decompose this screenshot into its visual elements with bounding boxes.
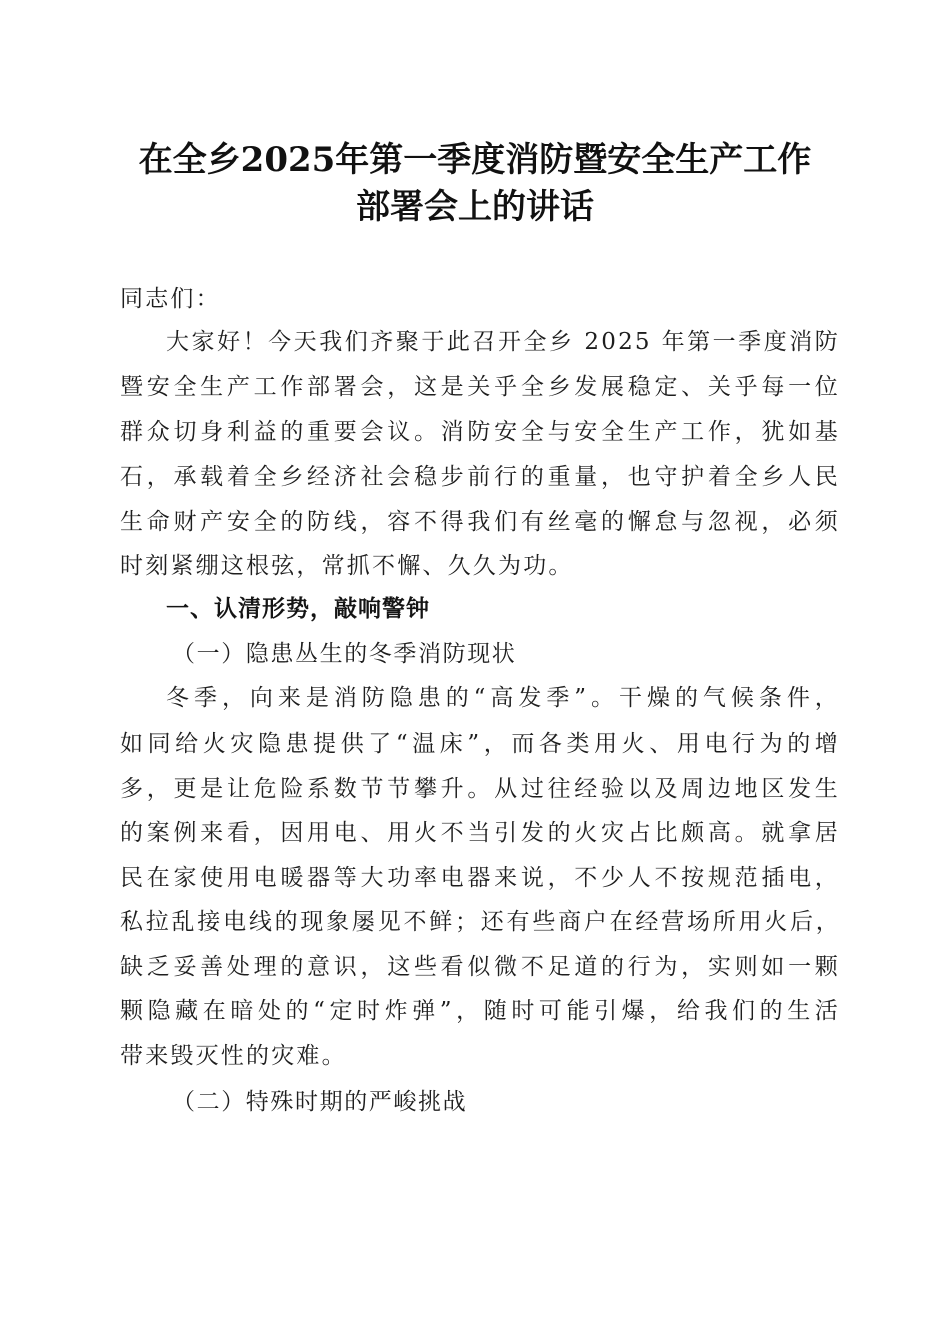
subsection-1-line-8: 颗隐藏在暗处的“定时炸弹”，随时可能引爆，给我们的生活 [120, 998, 840, 1024]
subsection-1-line-3: 多，更是让危险系数节节攀升。从过往经验以及周边地区发生 [120, 776, 840, 802]
subsection-1-line-4: 的案例来看，因用电、用火不当引发的火灾占比颇高。就拿居 [120, 820, 840, 846]
intro-line-4: 石，承载着全乡经济社会稳步前行的重量，也守护着全乡人民 [120, 464, 840, 490]
subsection-1-line-6: 私拉乱接电线的现象屡见不鲜；还有些商户在经营场所用火后， [120, 909, 840, 935]
intro-line-5: 生命财产安全的防线，容不得我们有丝毫的懈怠与忽视，必须 [120, 509, 840, 535]
subsection-2-heading: （二）特殊时期的严峻挑战 [172, 1089, 468, 1115]
subsection-1-line-1: 冬季，向来是消防隐患的“高发季”。干燥的气候条件， [166, 685, 840, 711]
section-1-heading: 一、认清形势，敲响警钟 [166, 596, 430, 622]
intro-line-2: 暨安全生产工作部署会，这是关乎全乡发展稳定、关乎每一位 [120, 374, 840, 400]
subsection-1-line-2: 如同给火灾隐患提供了“温床”，而各类用火、用电行为的增 [120, 731, 840, 757]
intro-line-6: 时刻紧绷这根弦，常抓不懈、久久为功。 [120, 553, 574, 579]
subsection-1-heading: （一）隐患丛生的冬季消防现状 [172, 641, 517, 667]
intro-line-3: 群众切身利益的重要会议。消防安全与安全生产工作，犹如基 [120, 419, 840, 445]
subsection-1-line-5: 民在家使用电暖器等大功率电器来说，不少人不按规范插电， [120, 865, 840, 891]
document-title-line-2: 部署会上的讲话 [356, 187, 594, 227]
document-title-line-1: 在全乡2025年第一季度消防暨安全生产工作 [138, 140, 812, 180]
subsection-1-line-9: 带来毁灭性的灾难。 [120, 1043, 347, 1069]
intro-line-1: 大家好！今天我们齐聚于此召开全乡 2025 年第一季度消防 [166, 329, 840, 355]
subsection-1-line-7: 缺乏妥善处理的意识，这些看似微不足道的行为，实则如一颗 [120, 954, 840, 980]
salutation: 同志们： [120, 286, 221, 312]
